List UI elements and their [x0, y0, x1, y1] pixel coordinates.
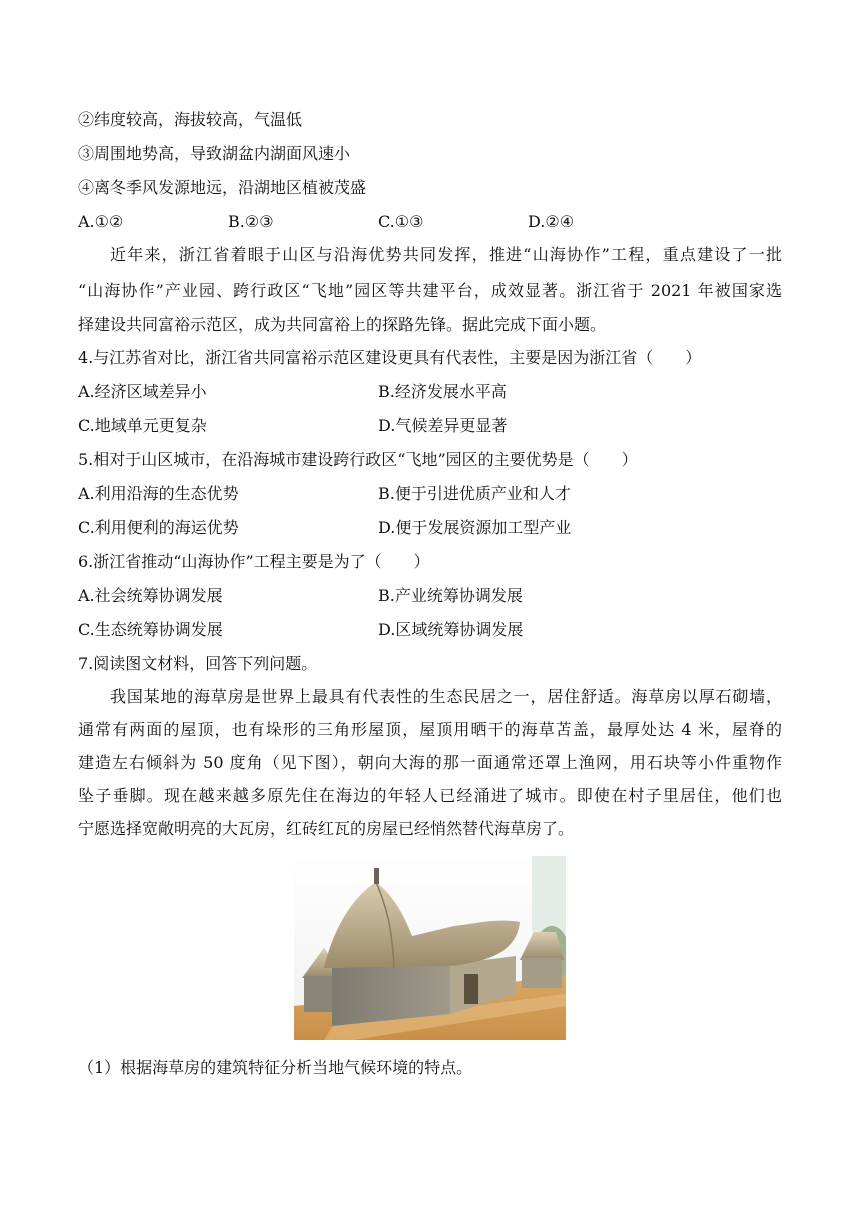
- q3-option-a: A.①②: [78, 212, 124, 231]
- q7-passage-line-1: 我国某地的海草房是世界上最具有代表性的生态民居之一，居住舒适。海草房以厚石砌墙，: [110, 687, 782, 706]
- q5-option-d: D.便于发展资源加工型产业: [378, 518, 572, 537]
- q3-option-c: C.①③: [378, 212, 424, 231]
- passage1-line-3: 择建设共同富裕示范区，成为共同富裕上的探路先锋。据此完成下面小题。: [78, 315, 607, 334]
- q3-option-d: D.②④: [528, 212, 575, 231]
- passage1-line-1: 近年来，浙江省着眼于山区与沿海优势共同发挥，推进“山海协作”工程，重点建设了一批: [110, 245, 782, 264]
- q4-option-a: A.经济区域差异小: [78, 382, 207, 401]
- q5-option-c: C.利用便利的海运优势: [78, 518, 239, 537]
- q4-option-c: C.地域单元更复杂: [78, 416, 207, 435]
- seaweed-house-photo: [294, 856, 566, 1040]
- q7-subquestion-1: （1）根据海草房的建筑特征分析当地气候环境的特点。: [78, 1058, 473, 1077]
- q5-option-a: A.利用沿海的生态优势: [78, 484, 239, 503]
- q3-option-b: B.②③: [228, 212, 274, 231]
- q5-option-b: B.便于引进优质产业和人才: [378, 484, 571, 503]
- q7-passage-line-5: 宁愿选择宽敞明亮的大瓦房，红砖红瓦的房屋已经悄然替代海草房了。: [78, 819, 575, 838]
- q7-stem: 7.阅读图文材料，回答下列问题。: [78, 654, 318, 673]
- q6-option-c: C.生态统筹协调发展: [78, 620, 223, 639]
- q7-passage-line-4: 坠子垂脚。现在越来越多原先住在海边的年轻人已经涌进了城市。即使在村子里居住，他们也: [78, 786, 782, 805]
- q3-item-4: ④离冬季风发源地远，沿湖地区植被茂盛: [78, 178, 367, 197]
- q4-option-b: B.经济发展水平高: [378, 382, 507, 401]
- q5-stem: 5.相对于山区城市，在沿海城市建设跨行政区“飞地”园区的主要优势是（ ）: [78, 450, 638, 469]
- q4-stem: 4.与江苏省对比，浙江省共同富裕示范区建设更具有代表性，主要是因为浙江省（ ）: [78, 348, 702, 367]
- q7-passage-line-3: 建造左右倾斜为 50 度角（见下图），朝向大海的那一面通常还罩上渔网，用石块等小件重物作: [78, 753, 782, 772]
- q6-option-b: B.产业统筹协调发展: [378, 586, 523, 605]
- q3-item-3: ③周围地势高，导致湖盆内湖面风速小: [78, 144, 351, 163]
- q6-stem: 6.浙江省推动“山海协作”工程主要是为了（ ）: [78, 552, 430, 571]
- q6-option-d: D.区域统筹协调发展: [378, 620, 524, 639]
- q4-option-d: D.气候差异更显著: [378, 416, 508, 435]
- q7-passage-line-2: 通常有两面的屋顶，也有垛形的三角形屋顶，屋顶用晒干的海草苫盖，最厚处达 4 米，屋脊的: [78, 720, 782, 739]
- q6-option-a: A.社会统筹协调发展: [78, 586, 223, 605]
- q3-item-2: ②纬度较高，海拔较高，气温低: [78, 110, 303, 129]
- passage1-line-2: “山海协作”产业园、跨行政区“飞地”园区等共建平台，成效显著。浙江省于 2021 年被国家选: [78, 281, 782, 300]
